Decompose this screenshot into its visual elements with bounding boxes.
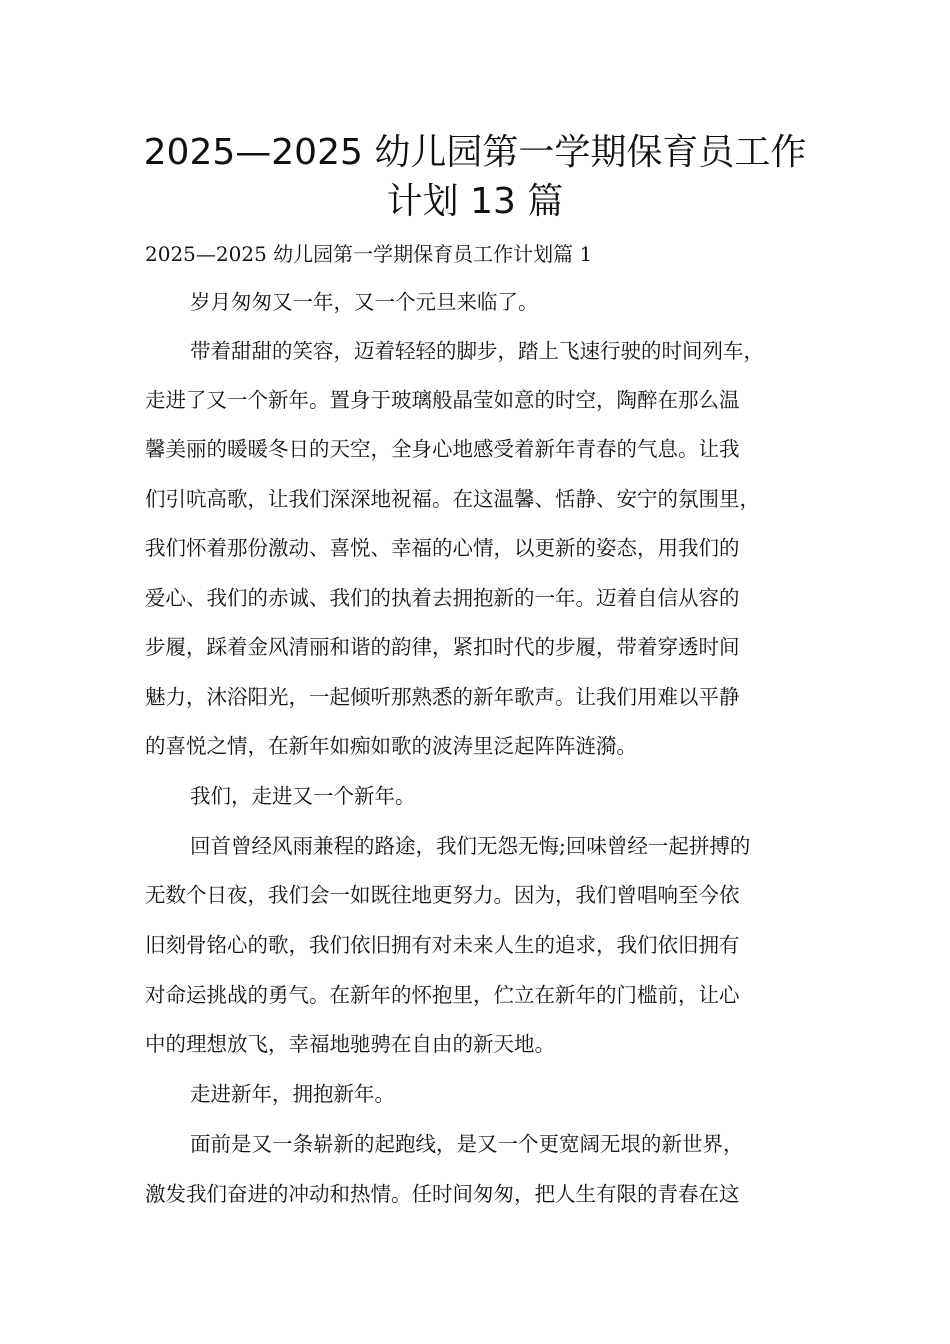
paragraph-line: 岁月匆匆又一年，又一个元旦来临了。 xyxy=(190,290,539,314)
paragraph-line: 们引吭高歌，让我们深深地祝福。在这温馨、恬静、安宁的氛围里， xyxy=(145,487,760,511)
paragraph-line: 走进新年，拥抱新年。 xyxy=(190,1082,395,1106)
paragraph-line: 激发我们奋进的冲动和热情。任时间匆匆，把人生有限的青春在这 xyxy=(145,1182,740,1206)
paragraph-line: 的喜悦之情，在新年如痴如歌的波涛里泛起阵阵涟漪。 xyxy=(145,734,637,758)
title-line-1: 2025—2025 幼儿园第一学期保育员工作 xyxy=(143,132,807,173)
paragraph-line: 魅力，沐浴阳光，一起倾听那熟悉的新年歌声。让我们用难以平静 xyxy=(145,685,740,709)
paragraph-line: 对命运挑战的勇气。在新年的怀抱里，伫立在新年的门槛前，让心 xyxy=(145,983,740,1007)
title-line-2: 计划 13 篇 xyxy=(386,181,564,222)
paragraph-line: 旧刻骨铭心的歌，我们依旧拥有对未来人生的追求，我们依旧拥有 xyxy=(145,933,740,957)
paragraph-line: 走进了又一个新年。置身于玻璃般晶莹如意的时空，陶醉在那么温 xyxy=(145,388,740,412)
paragraph-line: 我们怀着那份激动、喜悦、幸福的心情，以更新的姿态，用我们的 xyxy=(145,536,740,560)
paragraph-line: 无数个日夜，我们会一如既往地更努力。因为，我们曾唱响至今依 xyxy=(145,883,740,907)
section-heading: 2025—2025 幼儿园第一学期保育员工作计划篇 1 xyxy=(145,242,593,266)
paragraph-line: 带着甜甜的笑容，迈着轻轻的脚步，踏上飞速行驶的时间列车， xyxy=(190,339,764,363)
paragraph-line: 面前是又一条崭新的起跑线，是又一个更宽阔无垠的新世界， xyxy=(190,1132,744,1156)
document-title xyxy=(120,128,830,226)
paragraph-line: 馨美丽的暖暖冬日的天空，全身心地感受着新年青春的气息。让我 xyxy=(145,437,740,461)
paragraph-line: 中的理想放飞，幸福地驰骋在自由的新天地。 xyxy=(145,1032,555,1056)
paragraph-line: 步履，踩着金风清丽和谐的韵律，紧扣时代的步履，带着穿透时间 xyxy=(145,635,740,659)
paragraph-line: 我们，走进又一个新年。 xyxy=(190,784,416,808)
paragraph-line: 爱心、我们的赤诚、我们的执着去拥抱新的一年。迈着自信从容的 xyxy=(145,586,740,610)
paragraph-line: 回首曾经风雨兼程的路途，我们无怨无悔;回味曾经一起拼搏的 xyxy=(190,834,751,858)
